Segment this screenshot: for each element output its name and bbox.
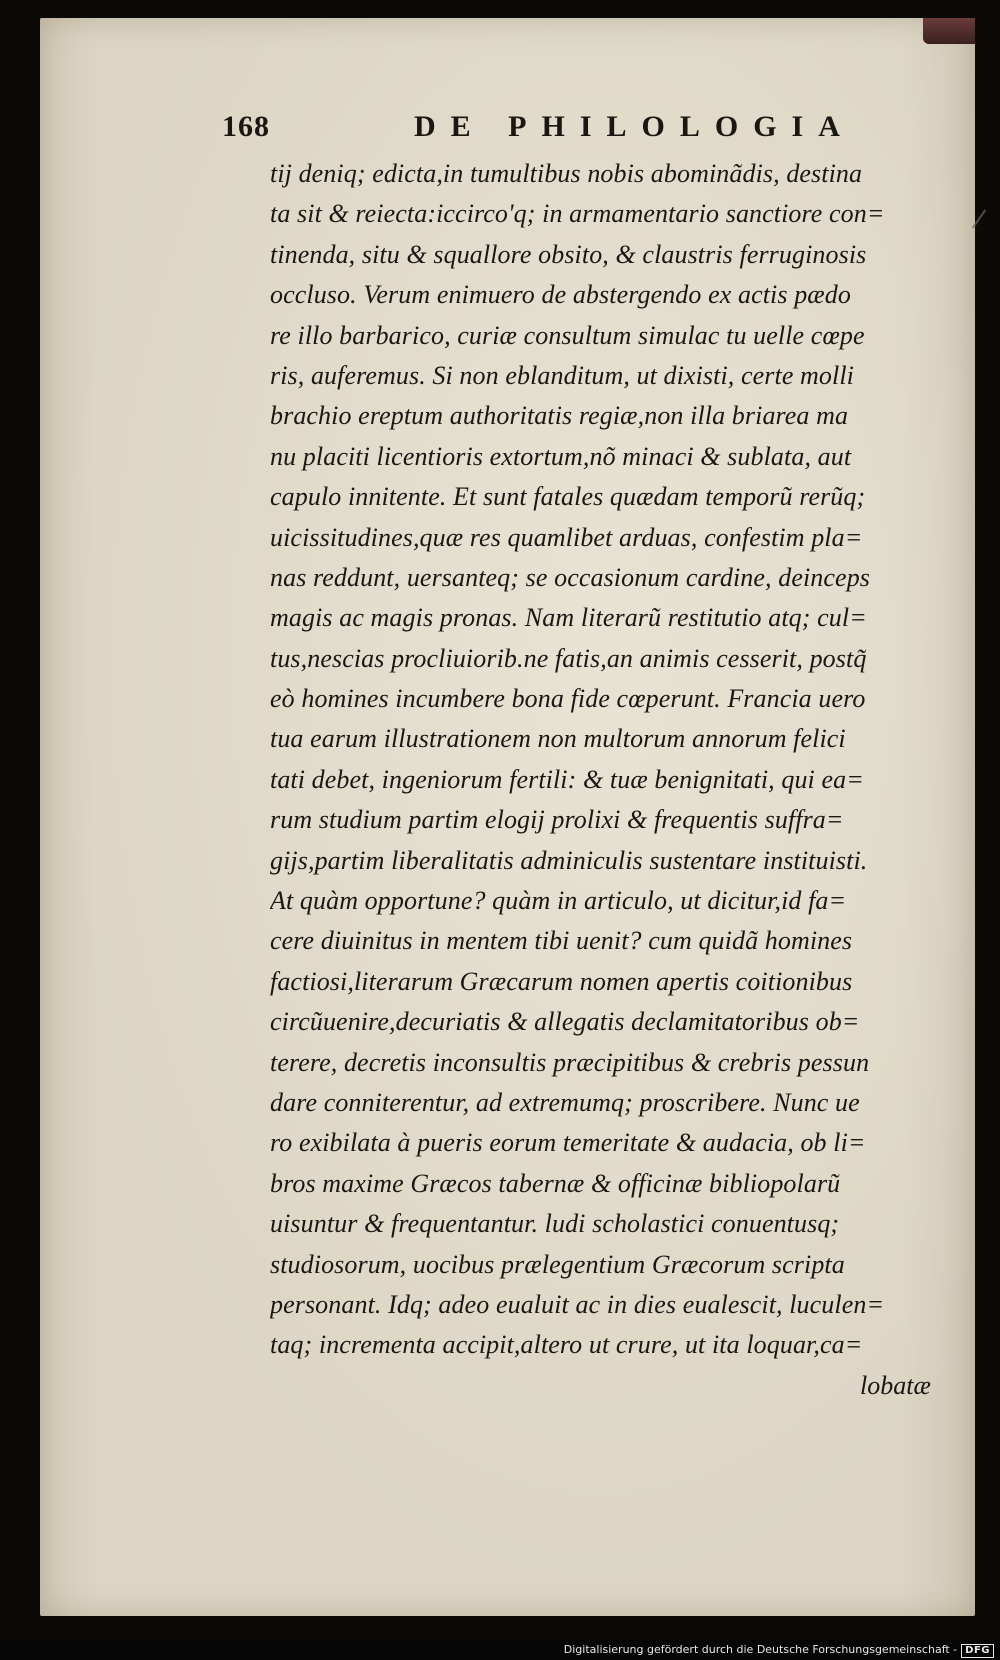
- text-line: re illo barbarico, curiæ consultum simulac tu uelle cœpe: [270, 320, 865, 350]
- text-line: factiosi,literarum Græcarum nomen apertis coitionibus: [270, 966, 853, 996]
- text-line: occluso. Verum enimuero de abstergendo ex actis pædo: [270, 280, 851, 310]
- text-line: magis ac magis pronas. Nam literarũ restitutio atq; cul=: [270, 603, 867, 633]
- text-line: circũuenire,decuriatis & allegatis declamitatoribus ob=: [270, 1007, 860, 1037]
- page-header: [222, 110, 962, 150]
- text-line: uicissitudines,quæ res quamlibet arduas, confestim pla=: [270, 522, 863, 552]
- text-line: nas reddunt, uersanteq; se occasionum cardine, deinceps: [270, 562, 871, 592]
- text-line: brachio ereptum authoritatis regiæ,non illa briarea ma: [270, 401, 849, 431]
- text-line: dare conniterentur, ad extremumq; proscribere. Nunc ue: [270, 1087, 860, 1117]
- book-page: [40, 18, 975, 1616]
- text-line: terere, decretis inconsultis præcipitibus & crebris pessun: [270, 1047, 870, 1077]
- text-line: cere diuinitus in mentem tibi uenit? cum quidã homines: [270, 926, 853, 956]
- catchword: lobatæ: [860, 1371, 931, 1400]
- footer-credit: [564, 1643, 994, 1658]
- text-line: gijs,partim liberalitatis adminiculis sustentare instituisti.: [270, 845, 868, 875]
- text-line: tus,nescias procliuiorib.ne fatis,an animis cesserit, postq̃: [270, 643, 867, 673]
- page-number: 168: [222, 110, 270, 143]
- text-line: tinenda, situ & squallore obsito, & claustris ferruginosis: [270, 239, 867, 269]
- text-line: rum studium partim elogij prolixi & frequentis suffra=: [270, 805, 844, 835]
- body-text: [270, 154, 950, 1366]
- footer-credit-text: Digitalisierung gefördert durch die Deutsche Forschungsgemeinschaft -: [563, 1643, 958, 1656]
- text-line: eò homines incumbere bona fide cœperunt. Francia uero: [270, 684, 866, 714]
- text-line: taq; incrementa accipit,altero ut crure, ut ita loquar,ca=: [270, 1330, 863, 1360]
- running-title: DE PHILOLOGIA: [414, 110, 855, 143]
- text-line: nu placiti licentioris extortum,nõ minaci & sublata, aut: [270, 441, 852, 471]
- text-line: uisuntur & frequentantur. ludi scholastici conuentusq;: [270, 1209, 840, 1239]
- text-line: ta sit & reiecta:iccirco'q; in armamentario sanctiore con=: [270, 199, 885, 229]
- text-line: ro exibilata à pueris eorum temeritate & audacia, ob li=: [270, 1128, 866, 1158]
- footer-bar: [0, 1640, 1000, 1660]
- text-line: tua earum illustrationem non multorum annorum felici: [270, 724, 846, 754]
- corner-ribbon: [923, 18, 975, 44]
- text-line: tati debet, ingeniorum fertili: & tuæ benignitati, qui ea=: [270, 764, 864, 794]
- text-line: bros maxime Græcos tabernæ & officinæ bibliopolarũ: [270, 1168, 841, 1198]
- text-line: tij deniq; edicta,in tumultibus nobis abominãdis, destina: [270, 159, 863, 188]
- text-line: ris, auferemus. Si non eblanditum, ut dixisti, certe molli: [270, 360, 855, 390]
- dfg-logo: DFG: [961, 1644, 994, 1658]
- text-line: studiosorum, uocibus prælegentium Græcorum scripta: [270, 1249, 845, 1279]
- pencil-mark: [972, 209, 986, 228]
- text-line: capulo innitente. Et sunt fatales quædam temporũ rerũq;: [270, 482, 866, 512]
- text-line: personant. Idq; adeo eualuit ac in dies eualescit, luculen=: [270, 1289, 885, 1319]
- text-line: At quàm opportune? quàm in articulo, ut dicitur,id fa=: [270, 886, 847, 916]
